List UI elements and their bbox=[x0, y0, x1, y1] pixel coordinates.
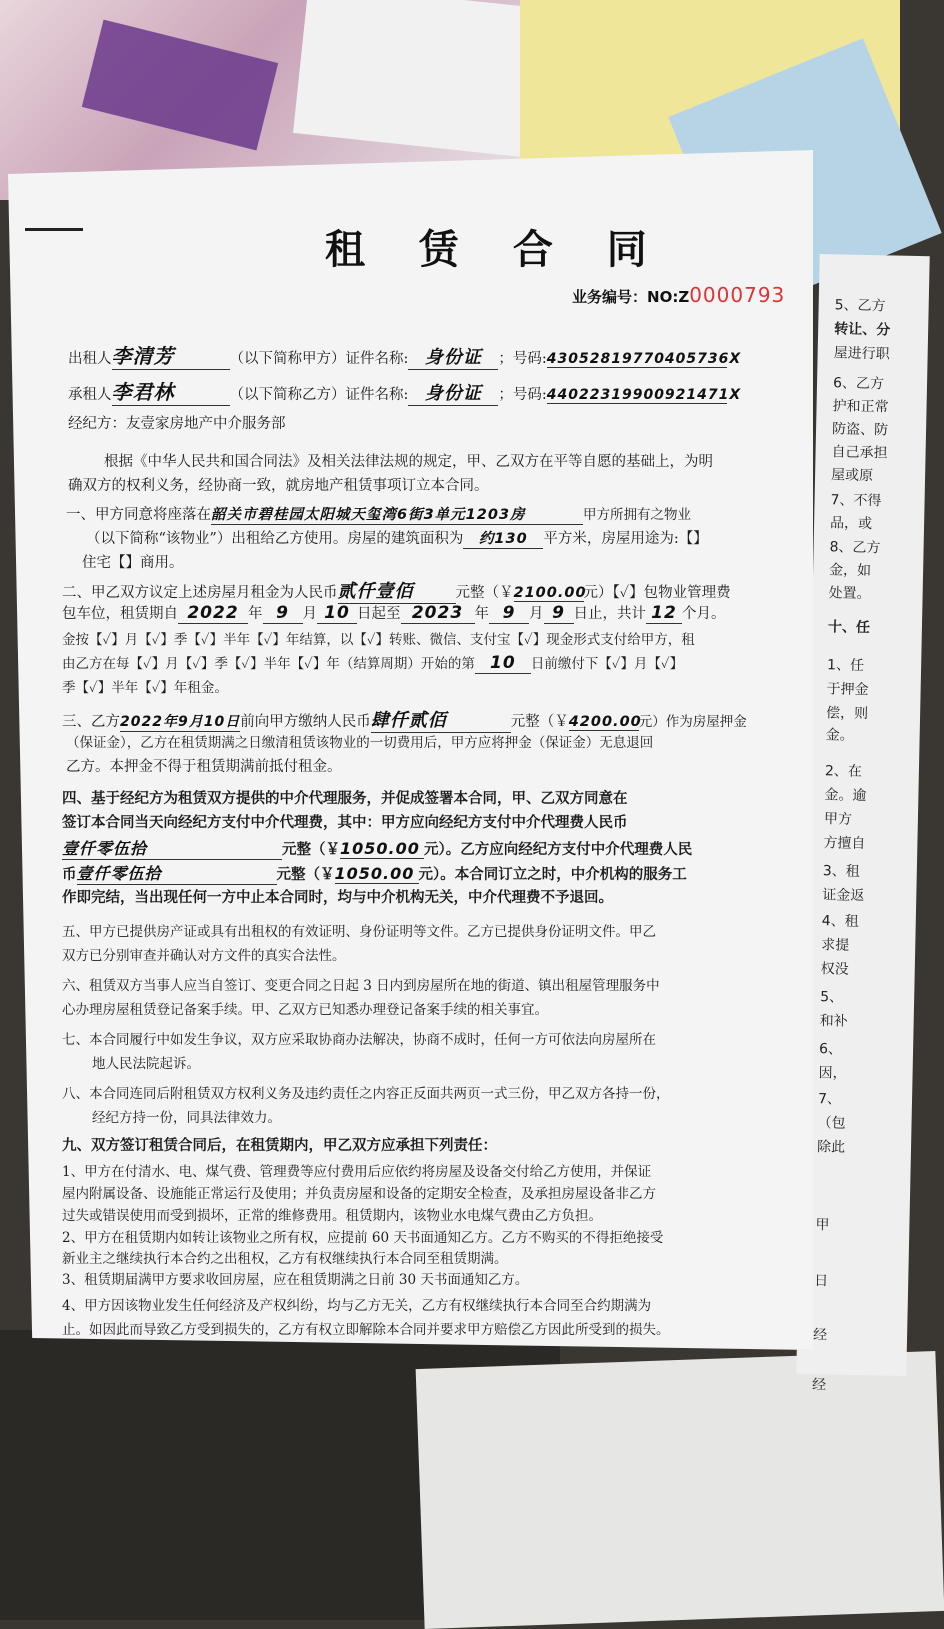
clause-9-line: 2、甲方在租赁期内如转让该物业之所有权，应提前 60 天书面通知乙方。乙方不购买的不得拒绝接受 bbox=[62, 1230, 664, 1246]
lessee-suffix: （以下简称乙方）证件名称: bbox=[229, 387, 409, 403]
clause-9-heading: 九、双方签订租赁合同后，在租赁期内，甲乙双方应承担下列责任： bbox=[62, 1137, 497, 1154]
clause-9-line: 新业主之继续执行本合约之出租权，乙方有权继续执行本合同至租赁期满。 bbox=[62, 1251, 508, 1267]
business-number-value: 0000793 bbox=[689, 283, 786, 307]
right-page-line: 自己承担 bbox=[831, 444, 888, 462]
business-number bbox=[572, 283, 785, 307]
clause-7-line: 地人民法院起诉。 bbox=[92, 1056, 200, 1072]
business-number-label: 业务编号： bbox=[572, 288, 648, 306]
clause-8-line: 八、本合同连同后附租赁双方权利义务及违约责任之内容正反面共两页一式三份，甲乙双方各持一份， bbox=[62, 1086, 670, 1102]
right-page-line: 证金返 bbox=[822, 887, 865, 905]
clause-4-line: 四、基于经纪方为租赁双方提供的中介代理服务，并促成签署本合同，甲、乙双方同意在 bbox=[62, 790, 628, 807]
right-page-line: 经 bbox=[812, 1327, 828, 1344]
right-page-line: 十、任 bbox=[827, 619, 871, 637]
right-page-line: 护和正常 bbox=[832, 398, 889, 416]
clause-2-text: 二、甲乙双方议定上述房屋月租金为人民币 bbox=[62, 585, 338, 601]
right-page-line: 处置。 bbox=[828, 585, 871, 603]
right-page-line: 8、乙方 bbox=[829, 539, 881, 557]
clause-2-text: 包车位，租赁期自 bbox=[62, 606, 178, 622]
clause-2-text: 元）【✓】包物业管理费 bbox=[583, 585, 731, 601]
right-page-line: 金，如 bbox=[828, 562, 872, 580]
lessor-line bbox=[68, 340, 742, 370]
clause-4-line bbox=[62, 861, 687, 885]
clause-1-line bbox=[66, 503, 691, 525]
clause-2-text: 日前缴付下【✓】月【✓】 bbox=[530, 656, 684, 672]
clause-3-text: 元）作为房屋押金 bbox=[638, 714, 747, 730]
clause-1-text: （以下简称“该物业”）出租给乙方使用。房屋的建筑面积为 bbox=[86, 531, 464, 547]
start-year: 2022 bbox=[178, 603, 248, 624]
agent-line: 经纪方：友壹家房地产中介服务部 bbox=[68, 416, 286, 432]
clause-4-text: 元整（￥ bbox=[282, 841, 340, 858]
lessor-id-type: 身份证 bbox=[408, 343, 498, 370]
clause-1-text: 一、甲方同意将座落在 bbox=[66, 507, 211, 523]
lessor-id-label: ；号码: bbox=[498, 351, 547, 367]
pay-day: 10 bbox=[475, 653, 531, 674]
agent-fee-a-words: 壹仟零伍拾 bbox=[62, 836, 282, 860]
clause-2-line: 季【✓】半年【✓】年租金。 bbox=[62, 680, 228, 696]
agent-fee-b: 1050.00 bbox=[335, 864, 419, 884]
clause-3-text: 前向甲方缴纳人民币 bbox=[240, 714, 371, 730]
right-page-line: 求提 bbox=[821, 937, 850, 954]
clause-2-line bbox=[62, 577, 731, 604]
right-page-line: 偿，则 bbox=[825, 705, 869, 723]
end-month: 9 bbox=[489, 603, 529, 624]
deposit-date: 2022年9月10日 bbox=[120, 711, 240, 732]
clause-2-line: 包车位，租赁期自 2022 年 9 月 10 日起至 2023 年 9 月 9 日止，共计 12 个月。 bbox=[62, 603, 726, 623]
right-page-line: 因， bbox=[818, 1065, 847, 1082]
start-month: 9 bbox=[263, 603, 303, 624]
clause-2-text: 元整（￥ bbox=[455, 585, 514, 601]
clause-4-line: 作即完结，当出现任何一方中止本合同时，均与中介机构无关，中介代理费不予退回。 bbox=[62, 889, 613, 906]
clause-9-line: 1、甲方在付清水、电、煤气费、管理费等应付费用后应依约将房屋及设备交付给乙方使用，并保证 bbox=[62, 1164, 652, 1180]
rent-amount: 2100.00 bbox=[513, 585, 587, 601]
right-page-line: 金。逾 bbox=[824, 787, 867, 805]
clause-5-line: 双方已分别审查并确认对方文件的真实合法性。 bbox=[62, 948, 346, 964]
lessee-id-number: 44022319900921471X bbox=[546, 387, 742, 403]
business-number-prefix: NO:Z bbox=[647, 288, 690, 306]
right-page-line: 品，或 bbox=[829, 515, 873, 533]
clause-9-line: 屋内附属设备、设施能正常运行及使用；并负责房屋和设备的定期安全检查，及承担房屋设备非乙方 bbox=[62, 1186, 656, 1202]
right-page-line: 7、 bbox=[817, 1091, 842, 1108]
right-page-line: 和补 bbox=[819, 1013, 848, 1030]
contract-title: 租 赁 合 同 bbox=[325, 226, 667, 273]
clause-2-text: 由乙方在每【✓】月【✓】季【✓】半年【✓】年（结算周期）开始的第 bbox=[62, 656, 475, 672]
lessee-label: 承租人 bbox=[68, 387, 112, 403]
clause-4-text: 元整（￥ bbox=[276, 866, 335, 883]
clause-6-line: 心办理房屋租赁登记备案手续。甲、乙双方已知悉办理登记备案手续的相关事宜。 bbox=[62, 1002, 548, 1018]
end-year: 2023 bbox=[401, 603, 475, 624]
start-day: 10 bbox=[317, 603, 357, 624]
clause-3-text: 三、乙方 bbox=[62, 714, 120, 730]
clause-4-line bbox=[62, 836, 692, 860]
clause-4-text: 币 bbox=[62, 866, 77, 883]
right-page-line: 金。 bbox=[825, 727, 854, 744]
clause-4-text: 元）。本合同订立之时，中介机构的服务工 bbox=[418, 866, 687, 883]
clause-3-line: 乙方。本押金不得于租赁期满前抵付租金。 bbox=[66, 759, 342, 775]
clause-1-text: 平方米，房屋用途为:【】 bbox=[543, 531, 708, 547]
page-dash-mark bbox=[25, 228, 83, 231]
deposit-words: 肆仟贰佰 bbox=[371, 706, 511, 733]
agent-fee-a: 1050.00 bbox=[340, 839, 424, 859]
right-page-line: 6、乙方 bbox=[832, 375, 885, 393]
right-page-line: 5、乙方 bbox=[834, 297, 886, 315]
rent-amount-words: 贰仟壹佰 bbox=[338, 577, 456, 604]
intro-line: 确双方的权利义务，经协商一致，就房地产租赁事项订立本合同。 bbox=[68, 478, 489, 494]
lessee-id-type: 身份证 bbox=[408, 379, 498, 406]
clause-4-line: 签订本合同当天向经纪方支付中介代理费，其中：甲方应向经纪方支付中介代理费人民币 bbox=[62, 814, 628, 831]
clause-7-line: 七、本合同履行中如发生争议，双方应采取协商办法解决，协商不成时，任何一方可依法向房屋所在 bbox=[62, 1032, 656, 1048]
right-page-line: 屋进行职 bbox=[833, 345, 890, 363]
clause-9-line: 4、甲方因该物业发生任何经济及产权纠纷，均与乙方无关，乙方有权继续执行本合同至合约期满为 bbox=[62, 1298, 652, 1314]
right-page-line: （包 bbox=[817, 1115, 846, 1132]
clause-4-text: 元）。乙方应向经纪方支付中介代理费人民 bbox=[424, 841, 693, 858]
lessor-label: 出租人 bbox=[68, 351, 112, 367]
clause-9-line: 止。如因此而导致乙方受到损失的，乙方有权立即解除本合同并要求甲方赔偿乙方因此所受到的损失。 bbox=[62, 1322, 670, 1338]
clause-3-line bbox=[62, 706, 747, 733]
right-page-line: 1、任 bbox=[826, 657, 865, 674]
intro-line: 根据《中华人民共和国合同法》及相关法律法规的规定，甲、乙双方在平等自愿的基础上，为明 bbox=[104, 454, 713, 470]
clause-1-line: 住宅【】商用。 bbox=[82, 555, 184, 571]
second-page-edge bbox=[796, 254, 929, 1394]
clause-9-line: 过失或错误使用而受到损坏，正常的维修费用。租赁期内，该物业水电煤气费由乙方负担。 bbox=[62, 1208, 602, 1224]
agent-fee-b-words: 壹仟零伍拾 bbox=[77, 861, 277, 885]
lessee-name: 李君林 bbox=[112, 376, 230, 406]
clause-3-line: （保证金），乙方在租赁期满之日缴清租赁该物业的一切费用后，甲方应将押金（保证金）无息退回 bbox=[66, 735, 654, 751]
clause-2-line bbox=[62, 652, 683, 674]
right-page-line: 屋或原 bbox=[830, 467, 874, 485]
end-day: 9 bbox=[544, 603, 574, 624]
clause-8-line: 经纪方持一份，同具法律效力。 bbox=[92, 1110, 281, 1126]
clause-9-line: 3、租赁期届满甲方要求收回房屋，应在租赁期满之日前 30 天书面通知乙方。 bbox=[62, 1272, 529, 1288]
lease-months: 12 bbox=[646, 603, 682, 624]
right-page-line: 3、租 bbox=[822, 863, 860, 880]
right-page-line: 转让、分 bbox=[833, 321, 891, 339]
lessor-name: 李清芳 bbox=[112, 340, 230, 370]
right-page-line: 防盗、防 bbox=[831, 421, 889, 439]
lessee-line bbox=[68, 376, 742, 406]
right-page-line: 甲方 bbox=[823, 811, 853, 828]
right-page-line: 7、不得 bbox=[830, 492, 882, 510]
property-area: 约130 bbox=[463, 527, 543, 549]
right-page-line: 方擅自 bbox=[823, 835, 866, 853]
clause-1-text: 甲方所拥有之物业 bbox=[583, 507, 691, 523]
right-page-line: 5、 bbox=[820, 989, 844, 1006]
right-page-line: 日 bbox=[814, 1273, 829, 1290]
clause-2-line: 金按【✓】月【✓】季【✓】半年【✓】年结算，以【✓】转账、微信、支付宝【✓】现金形式支付给甲方，租 bbox=[62, 632, 695, 648]
right-page-line: 除此 bbox=[816, 1139, 846, 1156]
right-page-line: 甲 bbox=[815, 1217, 830, 1234]
clause-1-line bbox=[86, 527, 708, 549]
lessee-id-label: ；号码: bbox=[498, 387, 547, 403]
deposit-amount: 4200.00 bbox=[568, 714, 642, 730]
clause-3-text: 元整（￥ bbox=[510, 714, 569, 730]
clause-6-line: 六、租赁双方当事人应当自签订、变更合同之日起 3 日内到房屋所在地的街道、镇出租屋管理服务中 bbox=[62, 978, 660, 994]
right-page-line: 权没 bbox=[820, 961, 849, 978]
right-page-line: 于押金 bbox=[826, 681, 869, 699]
lessor-id-number: 43052819770405736X bbox=[546, 351, 742, 367]
right-page-line: 4、租 bbox=[821, 913, 859, 930]
background-desk bbox=[416, 1351, 944, 1629]
right-page-line: 6、 bbox=[818, 1041, 843, 1058]
lessor-suffix: （以下简称甲方）证件名称: bbox=[229, 351, 409, 367]
right-page-line: 经 bbox=[811, 1377, 827, 1394]
right-page-line: 2、在 bbox=[824, 763, 862, 780]
property-address: 韶关市碧桂园太阳城天玺湾6街3单元1203房 bbox=[211, 503, 583, 525]
clause-5-line: 五、甲方已提供房产证或具有出租权的有效证明、身份证明等文件。乙方已提供身份证明文件。甲乙 bbox=[62, 924, 656, 940]
